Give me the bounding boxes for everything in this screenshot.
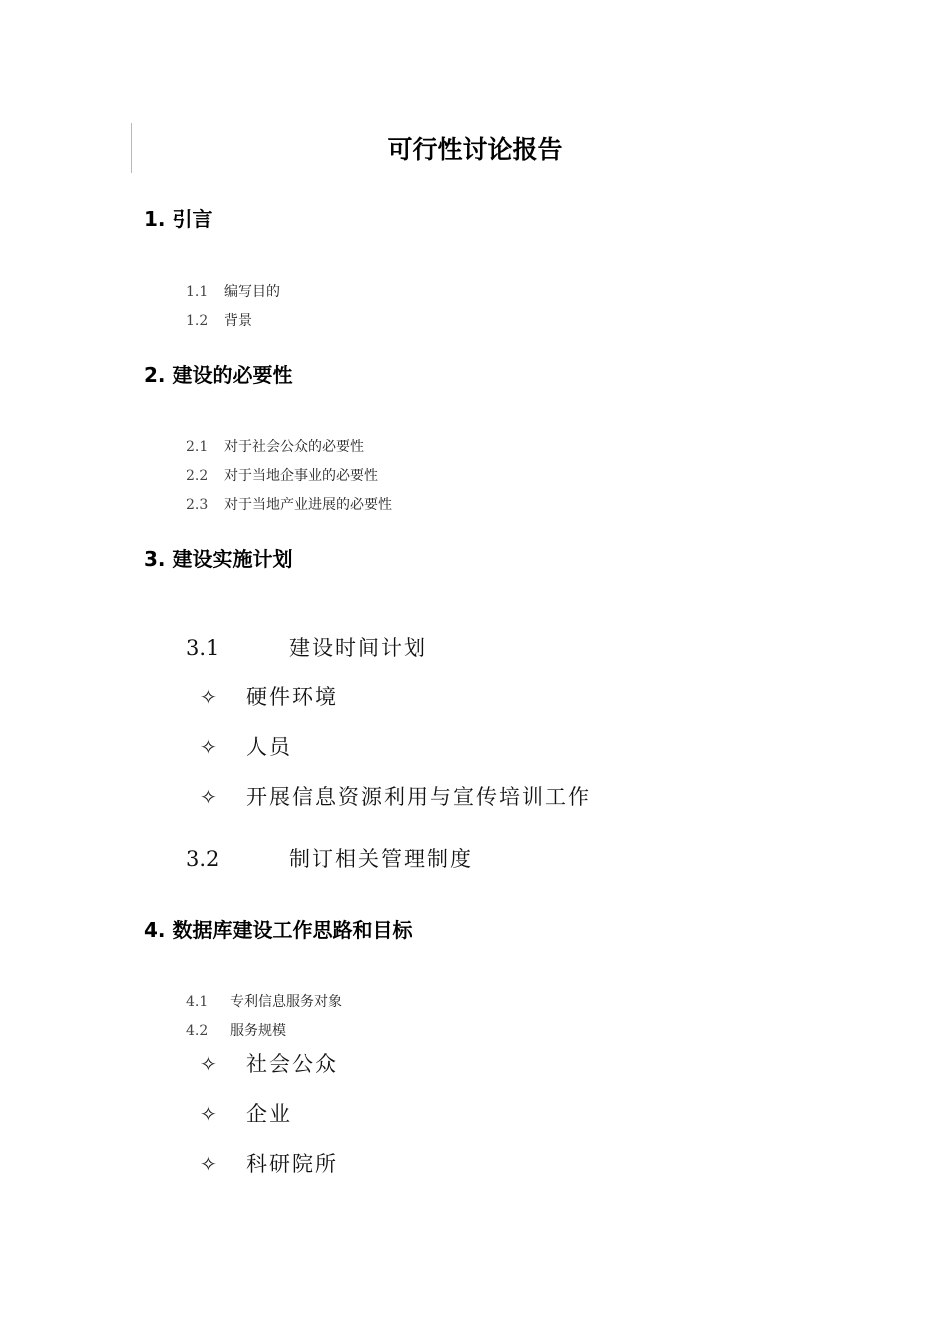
item-number: 1.2 [186, 313, 209, 329]
subsection-3-2 [186, 844, 473, 874]
subsection-number: 3.1 [186, 636, 220, 660]
item-number: 2.2 [186, 468, 209, 484]
subsection-text: 制订相关管理制度 [289, 847, 473, 871]
toc-item-2-1 [186, 437, 364, 457]
bullet-text: 社会公众 [246, 1052, 338, 1076]
section-heading-3: 3. 建设实施计划 [144, 547, 293, 571]
star-bullet-icon: ✧ [200, 1052, 217, 1076]
subsection-3-1 [186, 633, 427, 663]
star-bullet-icon: ✧ [200, 1102, 217, 1126]
star-bullet-icon: ✧ [200, 785, 217, 809]
item-text: 编写目的 [224, 284, 280, 300]
item-text: 对于当地产业进展的必要性 [224, 497, 392, 513]
toc-item-4-2 [186, 1021, 286, 1041]
bullet-item [200, 1049, 338, 1079]
item-text: 专利信息服务对象 [230, 994, 342, 1010]
bullet-text: 人员 [246, 735, 292, 759]
section-heading-1: 1. 引言 [144, 207, 213, 231]
item-text: 服务规模 [230, 1023, 286, 1039]
bullet-text: 企业 [246, 1102, 292, 1126]
toc-item-1-1 [186, 282, 280, 302]
item-text: 对于当地企事业的必要性 [224, 468, 378, 484]
bullet-text: 硬件环境 [246, 685, 338, 709]
item-text: 背景 [224, 313, 252, 329]
bullet-text: 开展信息资源利用与宣传培训工作 [246, 785, 591, 809]
section-heading-4: 4. 数据库建设工作思路和目标 [144, 918, 413, 942]
item-number: 4.1 [186, 994, 209, 1010]
item-number: 4.2 [186, 1023, 209, 1039]
document-title: 可行性讨论报告 [387, 135, 563, 164]
bullet-text: 科研院所 [246, 1152, 338, 1176]
section-heading-2: 2. 建设的必要性 [144, 363, 293, 387]
subsection-number: 3.2 [186, 847, 220, 871]
toc-item-1-2 [186, 311, 252, 331]
toc-item-2-3 [186, 495, 392, 515]
item-number: 2.1 [186, 439, 209, 455]
star-bullet-icon: ✧ [200, 1152, 217, 1176]
toc-item-2-2 [186, 466, 378, 486]
item-number: 1.1 [186, 284, 209, 300]
bullet-item [200, 732, 292, 762]
star-bullet-icon: ✧ [200, 685, 217, 709]
bullet-item [200, 1149, 338, 1179]
bullet-item [200, 1099, 292, 1129]
toc-item-4-1 [186, 992, 342, 1012]
subsection-text: 建设时间计划 [289, 636, 427, 660]
star-bullet-icon: ✧ [200, 735, 217, 759]
bullet-item [200, 782, 591, 812]
bullet-item [200, 682, 338, 712]
item-text: 对于社会公众的必要性 [224, 439, 364, 455]
item-number: 2.3 [186, 497, 209, 513]
